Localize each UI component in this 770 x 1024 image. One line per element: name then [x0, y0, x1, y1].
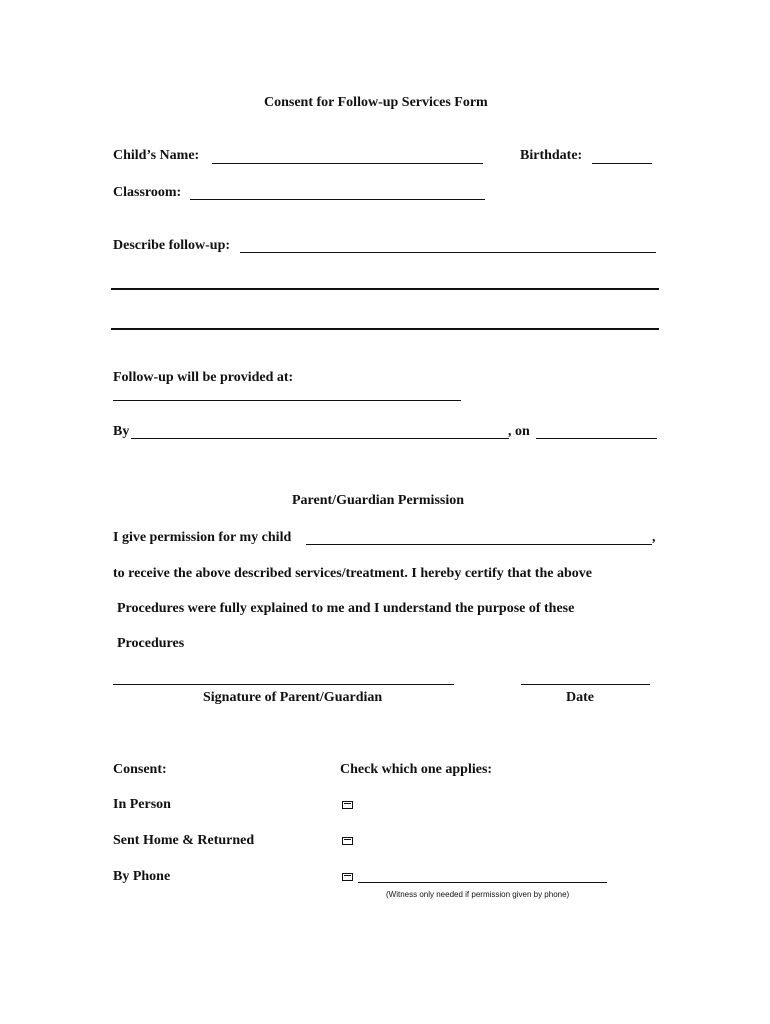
birthdate-field[interactable]: [592, 163, 652, 164]
describe-followup-line-2[interactable]: [111, 288, 659, 290]
provided-at-field[interactable]: [113, 400, 461, 401]
provided-at-label: Follow-up will be provided at:: [113, 370, 294, 385]
date-label: Date: [566, 690, 594, 705]
permission-line-3: Procedures were fully explained to me and I understand the purpose of these: [117, 601, 575, 616]
in-person-checkbox[interactable]: [342, 801, 353, 809]
describe-followup-label: Describe follow-up:: [113, 238, 231, 253]
by-field[interactable]: [131, 438, 509, 439]
consent-label: Consent:: [113, 762, 167, 777]
option-sent-home-label: Sent Home & Returned: [113, 833, 255, 848]
on-label: , on: [508, 424, 530, 439]
signature-label: Signature of Parent/Guardian: [203, 690, 383, 705]
classroom-field[interactable]: [190, 199, 485, 200]
option-in-person-label: In Person: [113, 797, 171, 812]
on-date-field[interactable]: [536, 438, 657, 439]
option-by-phone-label: By Phone: [113, 869, 171, 884]
by-label: By: [113, 424, 130, 439]
witness-note: (Witness only needed if permission given by phone): [386, 890, 570, 899]
permission-line-2: to receive the above described services/treatment. I hereby certify that the above: [113, 566, 592, 581]
permission-line-1: I give permission for my child: [113, 530, 292, 545]
permission-line-4: Procedures: [117, 636, 185, 651]
form-title: Consent for Follow-up Services Form: [264, 95, 488, 110]
classroom-label: Classroom:: [113, 185, 182, 200]
date-field[interactable]: [521, 684, 650, 685]
child-name-field[interactable]: [212, 163, 483, 164]
describe-followup-line-3[interactable]: [111, 328, 659, 330]
by-phone-checkbox[interactable]: [342, 873, 353, 881]
check-instruction: Check which one applies:: [340, 762, 493, 777]
witness-field[interactable]: [358, 882, 607, 883]
child-name-label: Child’s Name:: [113, 148, 200, 163]
describe-followup-field[interactable]: [240, 252, 656, 253]
permission-comma: ,: [652, 530, 656, 545]
sent-home-checkbox[interactable]: [342, 837, 353, 845]
permission-heading: Parent/Guardian Permission: [292, 493, 465, 508]
signature-field[interactable]: [113, 684, 454, 685]
birthdate-label: Birthdate:: [520, 148, 583, 163]
child-permission-field[interactable]: [306, 544, 652, 545]
